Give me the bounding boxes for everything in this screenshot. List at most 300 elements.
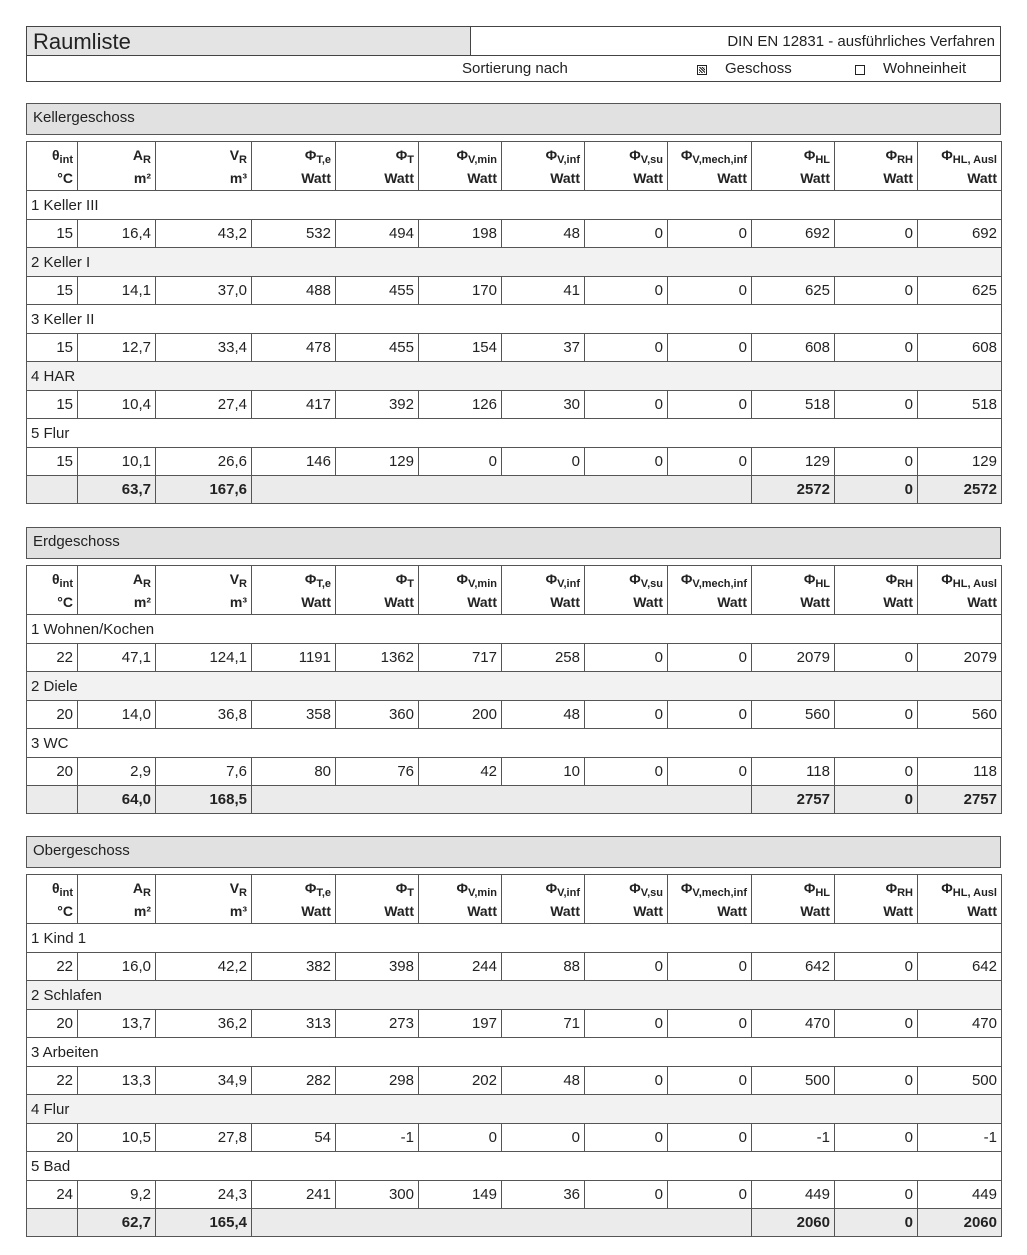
checkbox-wohneinheit[interactable] bbox=[855, 65, 865, 75]
column-unit: Watt bbox=[633, 902, 663, 919]
section-erdgeschoss bbox=[26, 527, 1001, 814]
column-symbol: Φ bbox=[395, 146, 408, 163]
value-cell: 0 bbox=[835, 701, 918, 729]
column-symbol: Φ bbox=[629, 879, 641, 896]
value-cell: 494 bbox=[336, 220, 419, 248]
value-cell: 20 bbox=[27, 701, 78, 729]
value-cell: 126 bbox=[419, 391, 502, 419]
value-cell: 197 bbox=[419, 1010, 502, 1038]
column-symbol: Φ bbox=[680, 146, 693, 163]
value-cell: 14,0 bbox=[78, 701, 156, 729]
column-subscript: V,min bbox=[468, 886, 497, 899]
value-cell: 12,7 bbox=[78, 334, 156, 362]
value-cell: 0 bbox=[585, 220, 668, 248]
value-cell: 0 bbox=[585, 644, 668, 672]
value-cell: 20 bbox=[27, 1124, 78, 1152]
value-cell: 417 bbox=[252, 391, 336, 419]
value-cell: 488 bbox=[252, 277, 336, 305]
column-unit: Watt bbox=[800, 902, 830, 919]
column-symbol: A bbox=[132, 570, 144, 587]
value-cell: 27,4 bbox=[156, 391, 252, 419]
column-symbol: θ bbox=[51, 879, 60, 896]
value-cell: 0 bbox=[835, 953, 918, 981]
value-cell: 449 bbox=[752, 1181, 835, 1209]
column-unit: m³ bbox=[229, 593, 247, 610]
value-cell: 0 bbox=[835, 334, 918, 362]
sum-empty-cell bbox=[252, 786, 752, 814]
value-cell: 80 bbox=[252, 758, 336, 786]
value-cell: 518 bbox=[752, 391, 835, 419]
value-cell: 0 bbox=[835, 1010, 918, 1038]
column-header bbox=[336, 875, 419, 924]
value-cell: 10 bbox=[502, 758, 585, 786]
column-unit: Watt bbox=[633, 593, 663, 610]
room-values-row bbox=[27, 1181, 1002, 1209]
column-symbol: Φ bbox=[456, 570, 469, 587]
column-symbol: Φ bbox=[941, 146, 953, 163]
column-unit: Watt bbox=[633, 169, 663, 186]
column-header bbox=[585, 566, 668, 615]
column-symbol: Φ bbox=[545, 570, 558, 587]
column-subscript: V,su bbox=[640, 577, 663, 590]
column-symbol: V bbox=[229, 570, 240, 587]
value-cell: 0 bbox=[668, 391, 752, 419]
column-header bbox=[27, 566, 78, 615]
value-cell: 15 bbox=[27, 277, 78, 305]
value-cell: 0 bbox=[668, 220, 752, 248]
room-name-row bbox=[27, 1095, 1002, 1124]
column-symbol: Φ bbox=[395, 570, 408, 587]
column-subscript: T bbox=[407, 886, 414, 899]
column-unit: Watt bbox=[967, 593, 997, 610]
column-unit: °C bbox=[57, 902, 73, 919]
column-symbol: Φ bbox=[941, 879, 953, 896]
column-header bbox=[835, 875, 918, 924]
value-cell: 10,4 bbox=[78, 391, 156, 419]
value-cell: 0 bbox=[585, 758, 668, 786]
column-header bbox=[918, 566, 1002, 615]
column-unit: Watt bbox=[384, 593, 414, 610]
room-values-row bbox=[27, 953, 1002, 981]
column-header bbox=[156, 142, 252, 191]
value-cell: 129 bbox=[336, 448, 419, 476]
column-unit: Watt bbox=[967, 169, 997, 186]
column-unit: Watt bbox=[301, 902, 331, 919]
column-unit: Watt bbox=[467, 169, 497, 186]
column-header-row bbox=[27, 566, 1002, 615]
column-subscript: R bbox=[143, 886, 151, 899]
value-cell: 37 bbox=[502, 334, 585, 362]
value-cell: 22 bbox=[27, 1067, 78, 1095]
value-cell: -1 bbox=[918, 1124, 1002, 1152]
value-cell: 1362 bbox=[336, 644, 419, 672]
column-symbol: Φ bbox=[885, 146, 898, 163]
room-table bbox=[26, 141, 1002, 504]
column-header bbox=[336, 142, 419, 191]
column-symbol: Φ bbox=[304, 146, 317, 163]
value-cell: 625 bbox=[752, 277, 835, 305]
value-cell: 48 bbox=[502, 220, 585, 248]
value-cell: 22 bbox=[27, 644, 78, 672]
value-cell: 0 bbox=[585, 1181, 668, 1209]
value-cell: 16,4 bbox=[78, 220, 156, 248]
column-symbol: Φ bbox=[680, 570, 693, 587]
value-cell: 30 bbox=[502, 391, 585, 419]
room-name-row bbox=[27, 981, 1002, 1010]
value-cell: 33,4 bbox=[156, 334, 252, 362]
column-unit: Watt bbox=[384, 902, 414, 919]
room-name-row bbox=[27, 615, 1002, 644]
column-unit: Watt bbox=[301, 593, 331, 610]
column-header bbox=[918, 142, 1002, 191]
value-cell: 0 bbox=[585, 701, 668, 729]
value-cell: 500 bbox=[752, 1067, 835, 1095]
value-cell: 2079 bbox=[752, 644, 835, 672]
column-unit: °C bbox=[57, 169, 73, 186]
room-name: 2 Schlafen bbox=[27, 981, 1002, 1010]
column-subscript: V,inf bbox=[557, 886, 580, 899]
sum-cell: 167,6 bbox=[156, 476, 252, 504]
value-cell: 0 bbox=[668, 644, 752, 672]
column-symbol: θ bbox=[51, 570, 60, 587]
sum-cell: 64,0 bbox=[78, 786, 156, 814]
value-cell: 273 bbox=[336, 1010, 419, 1038]
value-cell: 0 bbox=[585, 1124, 668, 1152]
sum-cell: 0 bbox=[835, 476, 918, 504]
room-name: 4 Flur bbox=[27, 1095, 1002, 1124]
value-cell: 36 bbox=[502, 1181, 585, 1209]
sum-cell: 168,5 bbox=[156, 786, 252, 814]
column-symbol: Φ bbox=[629, 146, 641, 163]
column-header bbox=[156, 875, 252, 924]
column-unit: Watt bbox=[717, 169, 747, 186]
sum-cell: 2572 bbox=[752, 476, 835, 504]
column-symbol: A bbox=[132, 146, 144, 163]
sum-cell: 2572 bbox=[918, 476, 1002, 504]
value-cell: -1 bbox=[336, 1124, 419, 1152]
room-name-row bbox=[27, 1152, 1002, 1181]
value-cell: 382 bbox=[252, 953, 336, 981]
value-cell: 0 bbox=[835, 1181, 918, 1209]
value-cell: 13,7 bbox=[78, 1010, 156, 1038]
value-cell: 129 bbox=[752, 448, 835, 476]
report-header bbox=[26, 26, 1001, 82]
column-header bbox=[419, 142, 502, 191]
room-name: 4 HAR bbox=[27, 362, 1002, 391]
sum-cell: 2757 bbox=[752, 786, 835, 814]
value-cell: 42 bbox=[419, 758, 502, 786]
value-cell: 170 bbox=[419, 277, 502, 305]
room-name-row bbox=[27, 191, 1002, 220]
checkbox-geschoss[interactable] bbox=[697, 65, 707, 75]
value-cell: 1191 bbox=[252, 644, 336, 672]
value-cell: 692 bbox=[918, 220, 1002, 248]
value-cell: 625 bbox=[918, 277, 1002, 305]
value-cell: 0 bbox=[502, 448, 585, 476]
column-symbol: Φ bbox=[456, 146, 469, 163]
page-title: Raumliste bbox=[27, 27, 471, 55]
column-symbol: Φ bbox=[456, 879, 469, 896]
value-cell: 124,1 bbox=[156, 644, 252, 672]
column-unit: Watt bbox=[384, 169, 414, 186]
column-symbol: Φ bbox=[304, 879, 317, 896]
column-symbol: Φ bbox=[629, 570, 641, 587]
value-cell: 0 bbox=[835, 220, 918, 248]
column-unit: Watt bbox=[717, 593, 747, 610]
value-cell: 2079 bbox=[918, 644, 1002, 672]
column-unit: m³ bbox=[229, 902, 247, 919]
sum-empty-cell bbox=[27, 476, 78, 504]
column-header bbox=[252, 566, 336, 615]
value-cell: 0 bbox=[668, 953, 752, 981]
column-header bbox=[502, 875, 585, 924]
option-wohneinheit-label: Wohneinheit bbox=[883, 60, 967, 77]
value-cell: 0 bbox=[585, 953, 668, 981]
value-cell: 10,5 bbox=[78, 1124, 156, 1152]
value-cell: 455 bbox=[336, 277, 419, 305]
value-cell: 22 bbox=[27, 953, 78, 981]
column-subscript: V,mech,inf bbox=[692, 886, 747, 899]
column-subscript: V,min bbox=[468, 577, 497, 590]
section-title: Obergeschoss bbox=[26, 836, 1001, 868]
column-symbol: Φ bbox=[885, 879, 898, 896]
value-cell: 10,1 bbox=[78, 448, 156, 476]
column-header bbox=[78, 566, 156, 615]
value-cell: 118 bbox=[752, 758, 835, 786]
value-cell: 470 bbox=[918, 1010, 1002, 1038]
column-unit: m² bbox=[133, 169, 151, 186]
sum-row bbox=[27, 1209, 1002, 1237]
column-unit: Watt bbox=[717, 902, 747, 919]
column-header bbox=[835, 142, 918, 191]
value-cell: 0 bbox=[668, 701, 752, 729]
value-cell: 0 bbox=[835, 758, 918, 786]
value-cell: 26,6 bbox=[156, 448, 252, 476]
sum-cell: 62,7 bbox=[78, 1209, 156, 1237]
room-values-row bbox=[27, 334, 1002, 362]
room-name-row bbox=[27, 924, 1002, 953]
sum-row bbox=[27, 476, 1002, 504]
column-subscript: int bbox=[59, 577, 73, 590]
value-cell: 642 bbox=[752, 953, 835, 981]
room-values-row bbox=[27, 758, 1002, 786]
value-cell: 0 bbox=[668, 1124, 752, 1152]
column-unit: Watt bbox=[467, 902, 497, 919]
room-name-row bbox=[27, 305, 1002, 334]
column-subscript: R bbox=[143, 153, 151, 166]
value-cell: 518 bbox=[918, 391, 1002, 419]
sum-cell: 2060 bbox=[918, 1209, 1002, 1237]
column-unit: Watt bbox=[883, 169, 913, 186]
value-cell: 642 bbox=[918, 953, 1002, 981]
value-cell: 0 bbox=[668, 334, 752, 362]
value-cell: 0 bbox=[585, 334, 668, 362]
value-cell: 0 bbox=[668, 448, 752, 476]
value-cell: 71 bbox=[502, 1010, 585, 1038]
value-cell: 149 bbox=[419, 1181, 502, 1209]
value-cell: 0 bbox=[668, 758, 752, 786]
room-values-row bbox=[27, 391, 1002, 419]
value-cell: 282 bbox=[252, 1067, 336, 1095]
value-cell: 13,3 bbox=[78, 1067, 156, 1095]
column-symbol: Φ bbox=[885, 570, 898, 587]
value-cell: 241 bbox=[252, 1181, 336, 1209]
value-cell: 88 bbox=[502, 953, 585, 981]
sum-empty-cell bbox=[252, 476, 752, 504]
sum-empty-cell bbox=[27, 1209, 78, 1237]
value-cell: 0 bbox=[835, 1124, 918, 1152]
room-name: 5 Flur bbox=[27, 419, 1002, 448]
value-cell: 0 bbox=[835, 277, 918, 305]
value-cell: 0 bbox=[502, 1124, 585, 1152]
value-cell: 16,0 bbox=[78, 953, 156, 981]
column-subscript: V,inf bbox=[557, 153, 580, 166]
column-header bbox=[585, 875, 668, 924]
column-subscript: RH bbox=[897, 886, 913, 899]
column-unit: m³ bbox=[229, 169, 247, 186]
column-subscript: V,mech,inf bbox=[692, 577, 747, 590]
column-unit: m² bbox=[133, 593, 151, 610]
room-name-row bbox=[27, 362, 1002, 391]
room-name: 1 Keller III bbox=[27, 191, 1002, 220]
value-cell: 43,2 bbox=[156, 220, 252, 248]
column-unit: Watt bbox=[550, 169, 580, 186]
column-header bbox=[156, 566, 252, 615]
standard-label: DIN EN 12831 - ausführliches Verfahren bbox=[727, 33, 995, 50]
sum-cell: 63,7 bbox=[78, 476, 156, 504]
column-subscript: HL bbox=[815, 153, 830, 166]
column-symbol: Φ bbox=[545, 146, 558, 163]
value-cell: 14,1 bbox=[78, 277, 156, 305]
value-cell: 15 bbox=[27, 391, 78, 419]
column-unit: Watt bbox=[800, 169, 830, 186]
value-cell: 198 bbox=[419, 220, 502, 248]
column-subscript: RH bbox=[897, 577, 913, 590]
value-cell: 300 bbox=[336, 1181, 419, 1209]
sum-cell: 2060 bbox=[752, 1209, 835, 1237]
column-symbol: V bbox=[229, 146, 240, 163]
value-cell: 449 bbox=[918, 1181, 1002, 1209]
value-cell: 608 bbox=[918, 334, 1002, 362]
column-unit: Watt bbox=[967, 902, 997, 919]
sum-cell: 0 bbox=[835, 786, 918, 814]
value-cell: 0 bbox=[835, 448, 918, 476]
room-name: 1 Kind 1 bbox=[27, 924, 1002, 953]
value-cell: 358 bbox=[252, 701, 336, 729]
value-cell: 0 bbox=[419, 448, 502, 476]
value-cell: 532 bbox=[252, 220, 336, 248]
value-cell: 24 bbox=[27, 1181, 78, 1209]
room-values-row bbox=[27, 1124, 1002, 1152]
column-unit: Watt bbox=[301, 169, 331, 186]
column-unit: m² bbox=[133, 902, 151, 919]
column-subscript: V,mech,inf bbox=[692, 153, 747, 166]
option-geschoss-label: Geschoss bbox=[725, 60, 792, 77]
column-header bbox=[27, 142, 78, 191]
value-cell: 478 bbox=[252, 334, 336, 362]
value-cell: 0 bbox=[585, 277, 668, 305]
value-cell: 48 bbox=[502, 1067, 585, 1095]
value-cell: 0 bbox=[585, 448, 668, 476]
room-name: 2 Keller I bbox=[27, 248, 1002, 277]
room-values-row bbox=[27, 448, 1002, 476]
value-cell: 202 bbox=[419, 1067, 502, 1095]
column-header bbox=[752, 142, 835, 191]
value-cell: 118 bbox=[918, 758, 1002, 786]
column-header bbox=[419, 875, 502, 924]
column-header bbox=[502, 566, 585, 615]
column-header bbox=[752, 875, 835, 924]
sum-cell: 0 bbox=[835, 1209, 918, 1237]
value-cell: -1 bbox=[752, 1124, 835, 1152]
column-unit: °C bbox=[57, 593, 73, 610]
section-title: Kellergeschoss bbox=[26, 103, 1001, 135]
room-name: 5 Bad bbox=[27, 1152, 1002, 1181]
column-subscript: R bbox=[239, 577, 247, 590]
room-name-row bbox=[27, 419, 1002, 448]
column-symbol: V bbox=[229, 879, 240, 896]
room-table bbox=[26, 565, 1002, 814]
column-header-row bbox=[27, 142, 1002, 191]
value-cell: 36,8 bbox=[156, 701, 252, 729]
value-cell: 0 bbox=[668, 1181, 752, 1209]
value-cell: 717 bbox=[419, 644, 502, 672]
column-subscript: HL, Ausl bbox=[952, 153, 997, 166]
sort-label: Sortierung nach bbox=[462, 60, 568, 77]
value-cell: 15 bbox=[27, 448, 78, 476]
section-kellergeschoss bbox=[26, 103, 1001, 504]
room-name: 3 WC bbox=[27, 729, 1002, 758]
column-subscript: R bbox=[143, 577, 151, 590]
value-cell: 455 bbox=[336, 334, 419, 362]
sort-options bbox=[27, 56, 1000, 82]
column-subscript: HL, Ausl bbox=[952, 886, 997, 899]
column-symbol: Φ bbox=[395, 879, 408, 896]
value-cell: 258 bbox=[502, 644, 585, 672]
column-subscript: V,min bbox=[468, 153, 497, 166]
value-cell: 47,1 bbox=[78, 644, 156, 672]
column-unit: Watt bbox=[883, 902, 913, 919]
value-cell: 34,9 bbox=[156, 1067, 252, 1095]
value-cell: 298 bbox=[336, 1067, 419, 1095]
sum-empty-cell bbox=[27, 786, 78, 814]
column-subscript: int bbox=[59, 886, 73, 899]
column-symbol: Φ bbox=[803, 879, 816, 896]
column-symbol: A bbox=[132, 879, 144, 896]
value-cell: 0 bbox=[585, 1010, 668, 1038]
value-cell: 0 bbox=[668, 1010, 752, 1038]
room-name: 1 Wohnen/Kochen bbox=[27, 615, 1002, 644]
column-header bbox=[668, 142, 752, 191]
column-header-row bbox=[27, 875, 1002, 924]
room-name: 3 Arbeiten bbox=[27, 1038, 1002, 1067]
column-header bbox=[668, 875, 752, 924]
column-subscript: int bbox=[59, 153, 73, 166]
value-cell: 24,3 bbox=[156, 1181, 252, 1209]
column-header bbox=[252, 142, 336, 191]
value-cell: 0 bbox=[835, 644, 918, 672]
value-cell: 146 bbox=[252, 448, 336, 476]
room-table bbox=[26, 874, 1002, 1237]
column-header bbox=[752, 566, 835, 615]
column-symbol: Φ bbox=[941, 570, 953, 587]
column-subscript: T,e bbox=[316, 153, 331, 166]
column-symbol: Φ bbox=[680, 879, 693, 896]
column-subscript: R bbox=[239, 886, 247, 899]
value-cell: 313 bbox=[252, 1010, 336, 1038]
value-cell: 48 bbox=[502, 701, 585, 729]
value-cell: 560 bbox=[752, 701, 835, 729]
